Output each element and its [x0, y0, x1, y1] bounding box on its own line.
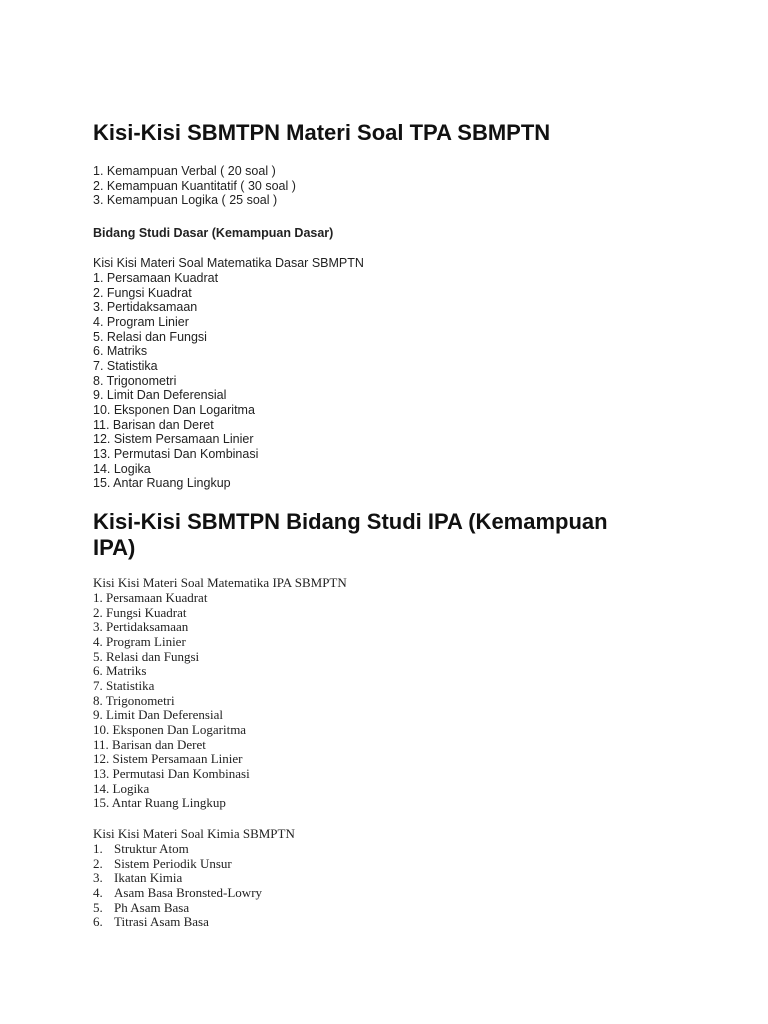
list-item: 2. Fungsi Kuadrat: [93, 604, 187, 620]
list-item: 9. Limit Dan Deferensial: [93, 388, 227, 403]
list-number: 1.: [93, 841, 103, 856]
list-item: [93, 886, 262, 901]
list-item: 5. Relasi dan Fungsi: [93, 648, 200, 664]
dasar-list: [93, 271, 258, 491]
ipa-list: [93, 591, 250, 811]
heading-ipa: [93, 509, 608, 561]
list-item: 10. Eksponen Dan Logaritma: [93, 402, 255, 417]
list-item: 3. Kemampuan Logika ( 25 soal ): [93, 193, 278, 208]
list-item: 7. Statistika: [93, 677, 155, 693]
list-item: 6. Matriks: [93, 663, 147, 679]
list-text: Asam Basa Bronsted-Lowry: [114, 884, 263, 900]
list-text: Sistem Periodik Unsur: [114, 855, 232, 871]
list-item: 14. Logika: [93, 780, 150, 796]
list-item: 2. Kemampuan Kuantitatif ( 30 soal ): [93, 178, 296, 193]
list-item: 5. Relasi dan Fungsi: [93, 329, 207, 344]
list-text: Ph Asam Basa: [114, 899, 190, 915]
heading-ipa-line1: Kisi-Kisi SBMTPN Bidang Studi IPA (Kemampuan: [93, 509, 608, 534]
list-number: 6.: [93, 914, 103, 930]
kimia-intro: Kisi Kisi Materi Soal Kimia SBMPTN: [93, 826, 295, 841]
list-item: 3. Pertidaksamaan: [93, 300, 198, 315]
heading-tpa: Kisi-Kisi SBMTPN Materi Soal TPA SBMPTN: [93, 120, 551, 145]
list-item: 7. Statistika: [93, 358, 158, 373]
list-item: 8. Trigonometri: [93, 373, 177, 388]
list-item: 14. Logika: [93, 461, 151, 476]
list-number: 3.: [93, 870, 103, 886]
list-item: 13. Permutasi Dan Kombinasi: [93, 765, 250, 781]
list-item: 1. Persamaan Kuadrat: [93, 271, 219, 285]
list-number: 2.: [93, 855, 103, 871]
tpa-list: [93, 164, 296, 208]
list-item: 11. Barisan dan Deret: [93, 736, 206, 752]
list-item: 10. Eksponen Dan Logaritma: [93, 721, 247, 737]
list-item: [93, 842, 262, 857]
list-item: 1. Kemampuan Verbal ( 20 soal ): [93, 164, 276, 178]
list-item: 3. Pertidaksamaan: [93, 619, 189, 635]
list-item: 4. Program Linier: [93, 314, 189, 329]
list-item: 4. Program Linier: [93, 633, 186, 649]
list-item: [93, 915, 262, 930]
dasar-heading: Bidang Studi Dasar (Kemampuan Dasar): [93, 226, 334, 240]
list-item: [93, 857, 262, 872]
list-item: 11. Barisan dan Deret: [93, 417, 214, 432]
list-item: 15. Antar Ruang Lingkup: [93, 795, 226, 811]
kimia-list: [93, 842, 262, 930]
dasar-intro: Kisi Kisi Materi Soal Matematika Dasar SBMPTN: [93, 256, 364, 270]
ipa-intro: Kisi Kisi Materi Soal Matematika IPA SBMPTN: [93, 575, 347, 590]
list-item: 1. Persamaan Kuadrat: [93, 590, 208, 605]
list-item: [93, 901, 262, 916]
list-text: Ikatan Kimia: [114, 870, 183, 886]
list-number: 4.: [93, 884, 103, 900]
list-item: 12. Sistem Persamaan Linier: [93, 751, 243, 767]
list-item: 2. Fungsi Kuadrat: [93, 285, 192, 300]
list-text: Struktur Atom: [114, 841, 189, 856]
list-item: [93, 871, 262, 886]
list-text: Titrasi Asam Basa: [114, 914, 209, 930]
list-item: 15. Antar Ruang Lingkup: [93, 476, 231, 491]
heading-ipa-line2: IPA): [93, 535, 136, 560]
list-number: 5.: [93, 899, 103, 915]
list-item: 9. Limit Dan Deferensial: [93, 707, 223, 723]
list-item: 13. Permutasi Dan Kombinasi: [93, 446, 259, 461]
list-item: 8. Trigonometri: [93, 692, 175, 708]
list-item: 6. Matriks: [93, 344, 148, 359]
list-item: 12. Sistem Persamaan Linier: [93, 432, 254, 447]
